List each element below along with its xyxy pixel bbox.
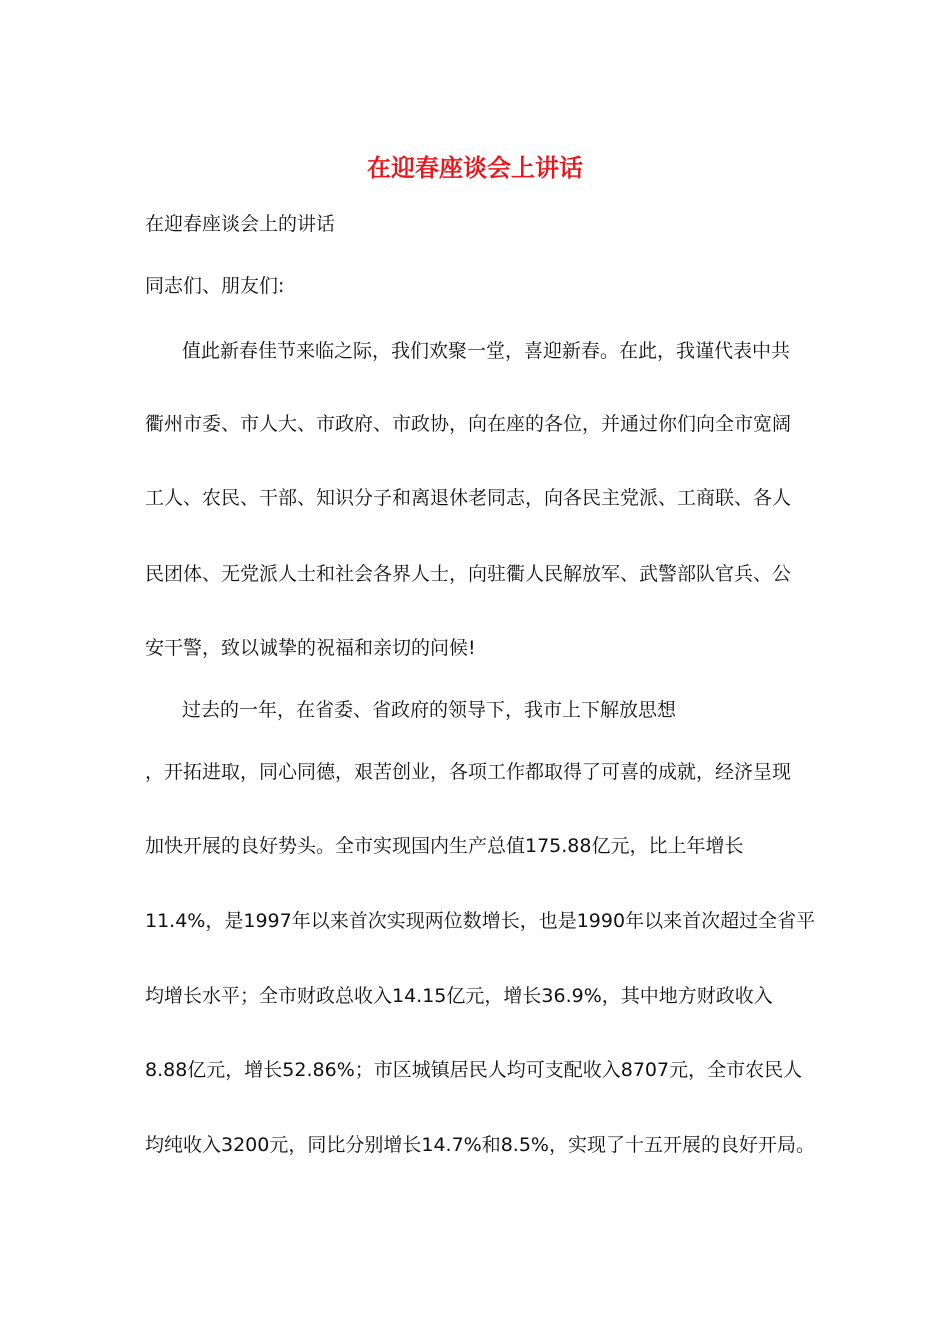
paragraph-line: 安干警，致以诚挚的祝福和亲切的问候!	[145, 637, 476, 659]
paragraph-line: 11.4%，是1997年以来首次实现两位数增长，也是1990年以来首次超过全省平	[145, 910, 816, 932]
paragraph-line: 均纯收入3200元，同比分别增长14.7%和8.5%，实现了十五开展的良好开局。	[145, 1134, 815, 1156]
paragraph-line: 值此新春佳节来临之际，我们欢聚一堂，喜迎新春。在此，我谨代表中共	[182, 340, 791, 362]
paragraph-line: 过去的一年，在省委、省政府的领导下，我市上下解放思想	[182, 699, 677, 721]
paragraph-line: 衢州市委、市人大、市政府、市政协，向在座的各位，并通过你们向全市宽阔	[145, 413, 792, 435]
salutation: 同志们、朋友们:	[145, 275, 285, 297]
paragraph-line: 加快开展的良好势头。全市实现国内生产总值175.88亿元，比上年增长	[145, 835, 744, 857]
paragraph-line: ，开拓进取，同心同德，艰苦创业，各项工作都取得了可喜的成就，经济呈现	[145, 761, 792, 783]
paragraph-line: 8.88亿元，增长52.86%；市区城镇居民人均可支配收入8707元，全市农民人	[145, 1059, 803, 1081]
paragraph-line: 均增长水平；全市财政总收入14.15亿元，增长36.9%，其中地方财政收入	[145, 985, 773, 1007]
paragraph-line: 工人、农民、干部、知识分子和离退休老同志，向各民主党派、工商联、各人	[145, 487, 792, 509]
document-title: 在迎春座谈会上讲话	[367, 153, 583, 182]
paragraph-line: 民团体、无党派人士和社会各界人士，向驻衢人民解放军、武警部队官兵、公	[145, 563, 792, 585]
document-subtitle: 在迎春座谈会上的讲话	[145, 213, 336, 235]
